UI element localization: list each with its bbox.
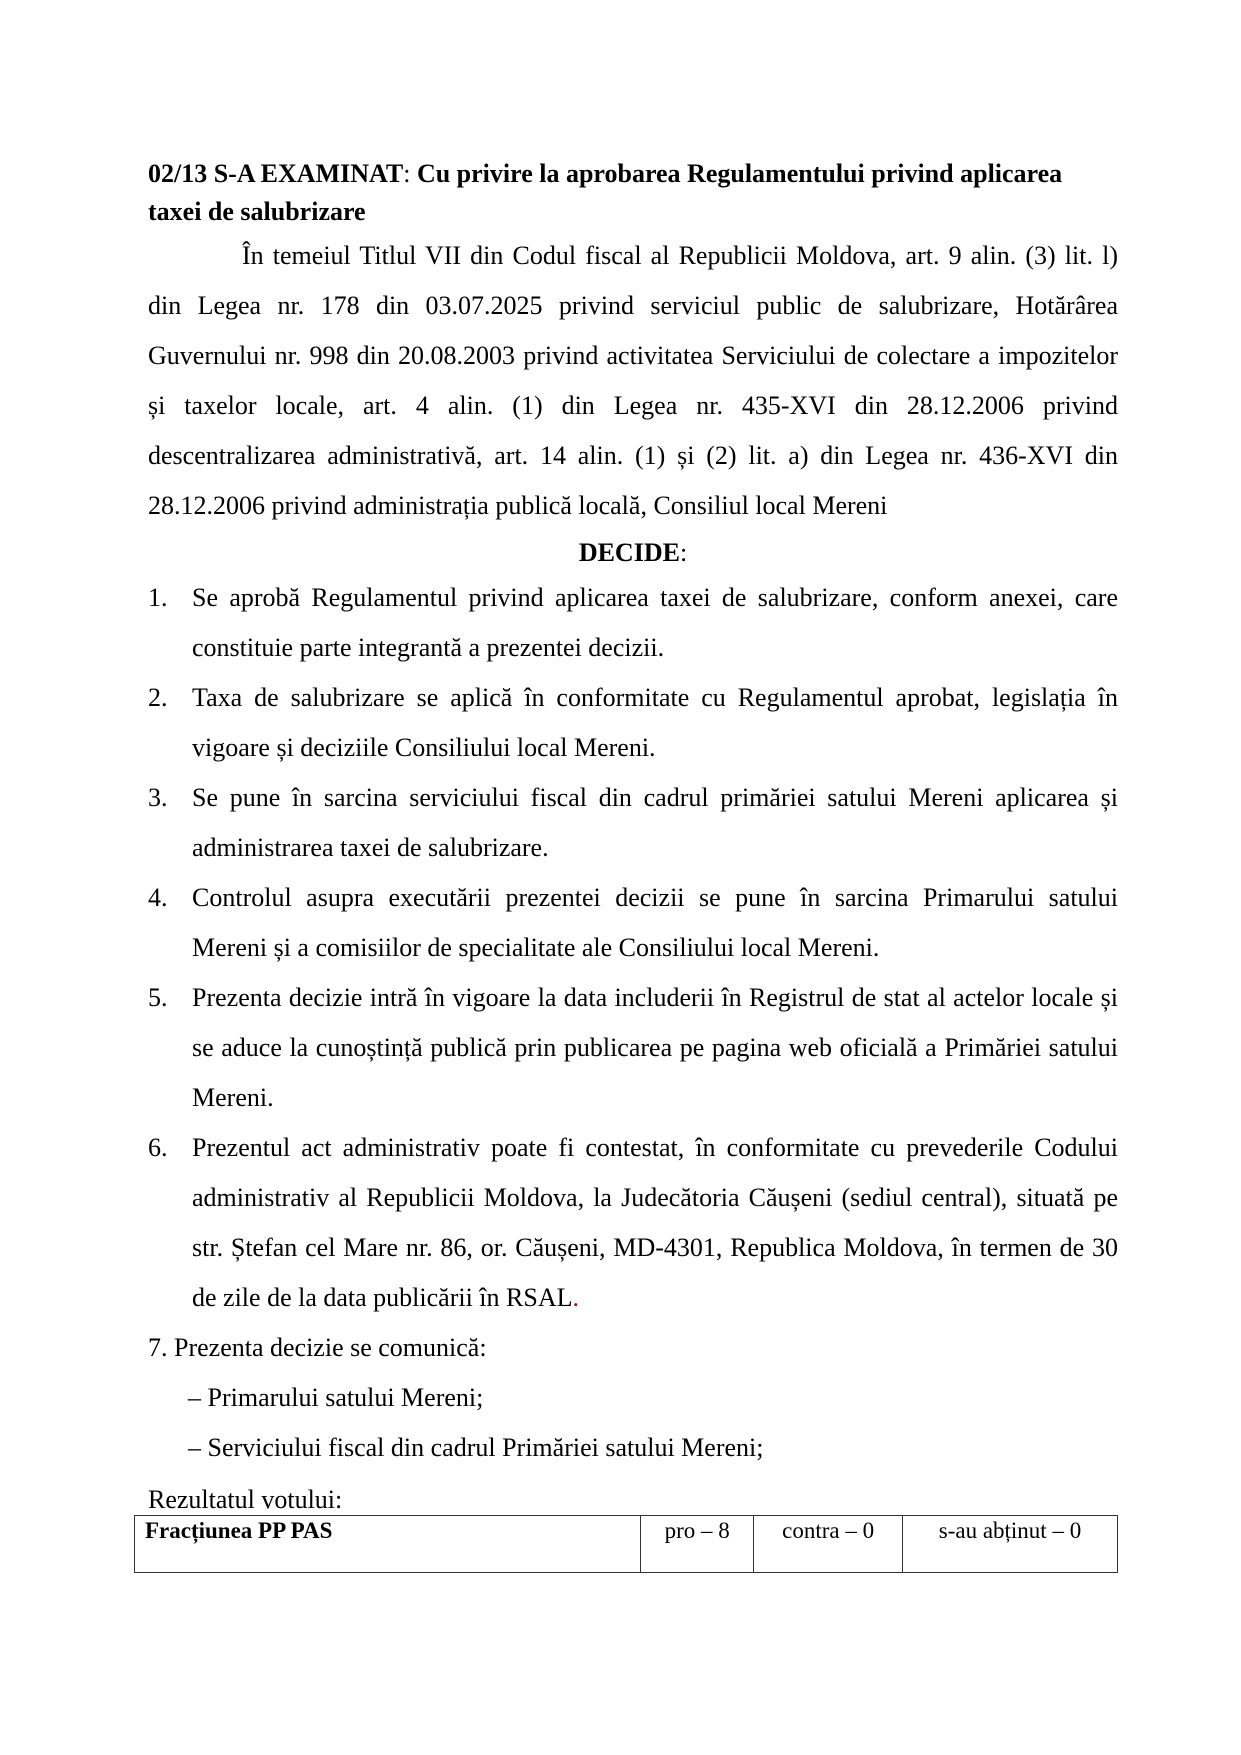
- decision-number: 02/13 S-A EXAMINAT: [148, 159, 404, 188]
- vote-result-label: Rezultatul votului:: [148, 1485, 343, 1514]
- item-number: 5.: [148, 983, 168, 1012]
- decision-item: [148, 873, 1118, 973]
- decision-items-list: [148, 573, 1118, 1323]
- document-page: [145, 155, 1118, 1573]
- item-text: Prezentul act administrativ poate fi contestat, în conformitate cu prevederile Codului administrativ al Republicii Moldova, la Judecătoria Căușeni (sediul central), situată pe str. Ștefan cel Mare nr. 86, or. Căușeni, MD-4301, Republica Moldova, în termen de 30 de zile de la data publicării în RSAL: [192, 1133, 1118, 1312]
- item-text: Se aprobă Regulamentul privind aplicarea taxei de salubrizare, conform anexei, care constituie parte integrantă a prezentei decizii.: [192, 583, 1118, 662]
- item-number: 3.: [148, 783, 168, 812]
- recipient-item: – Serviciului fiscal din cadrul Primăriei satului Mereni;: [188, 1433, 764, 1462]
- trailing-period: .: [572, 1283, 579, 1312]
- decision-item: [148, 573, 1118, 673]
- item-number: 6.: [148, 1133, 168, 1162]
- decision-item: [148, 1123, 1118, 1323]
- decision-heading: [148, 155, 1118, 231]
- item-text: Taxa de salubrizare se aplică în conformitate cu Regulamentul aprobat, legislația în vigoare și deciziile Consiliului local Mereni.: [192, 683, 1118, 762]
- preamble-paragraph: În temeiul Titlul VII din Codul fiscal al Republicii Moldova, art. 9 alin. (3) lit. l) din Legea nr. 178 din 03.07.2025 privind serviciul public de salubrizare, Hotărârea Guvernului nr. 998 din 20.08.2003 privind activitatea Serviciului de colectare a impozitelor și taxelor locale, art. 4 alin. (1) din Legea nr. 435-XVI din 28.12.2006 privind descentralizarea administrativă, art. 14 alin. (1) și (2) lit. a) din Legea nr. 436-XVI din 28.12.2006 privind administrația publică locală, Consiliul local Mereni: [148, 241, 1118, 520]
- heading-colon: :: [403, 159, 411, 188]
- decision-item: [148, 673, 1118, 773]
- decide-heading: [148, 533, 1118, 573]
- abstained-cell: s-au abținut – 0: [902, 1516, 1117, 1573]
- recipient-item: – Primarului satului Mereni;: [188, 1383, 484, 1412]
- item-text: Se pune în sarcina serviciului fiscal din cadrul primăriei satului Mereni aplicarea și administrarea taxei de salubrizare.: [192, 783, 1118, 862]
- decision-subject: Cu privire la aprobarea Regulamentului privind aplicarea taxei de salubrizare: [148, 159, 1063, 226]
- item-text: Controlul asupra executării prezentei decizii se pune în sarcina Primarului satului Mereni și a comisiilor de specialitate ale Consiliului local Mereni.: [192, 883, 1118, 962]
- item-number: 4.: [148, 883, 168, 912]
- contra-cell: contra – 0: [754, 1516, 903, 1573]
- table-row: [135, 1516, 1118, 1573]
- item-text: Prezenta decizie intră în vigoare la data includerii în Registrul de stat al actelor locale și se aduce la cunoștință publică prin publicarea pe pagina web oficială a Primăriei satului Mereni.: [192, 983, 1118, 1112]
- faction-cell: Fracțiunea PP PAS: [135, 1516, 641, 1573]
- item-number: 1.: [148, 583, 168, 612]
- decision-item: [148, 773, 1118, 873]
- vote-result-table: [134, 1515, 1118, 1573]
- communication-title: 7. Prezenta decizie se comunică:: [148, 1333, 487, 1362]
- decide-colon: :: [679, 538, 688, 567]
- decision-item: [148, 973, 1118, 1123]
- item-number: 2.: [148, 683, 168, 712]
- decide-label: DECIDE: [578, 538, 680, 567]
- pro-cell: pro – 8: [641, 1516, 754, 1573]
